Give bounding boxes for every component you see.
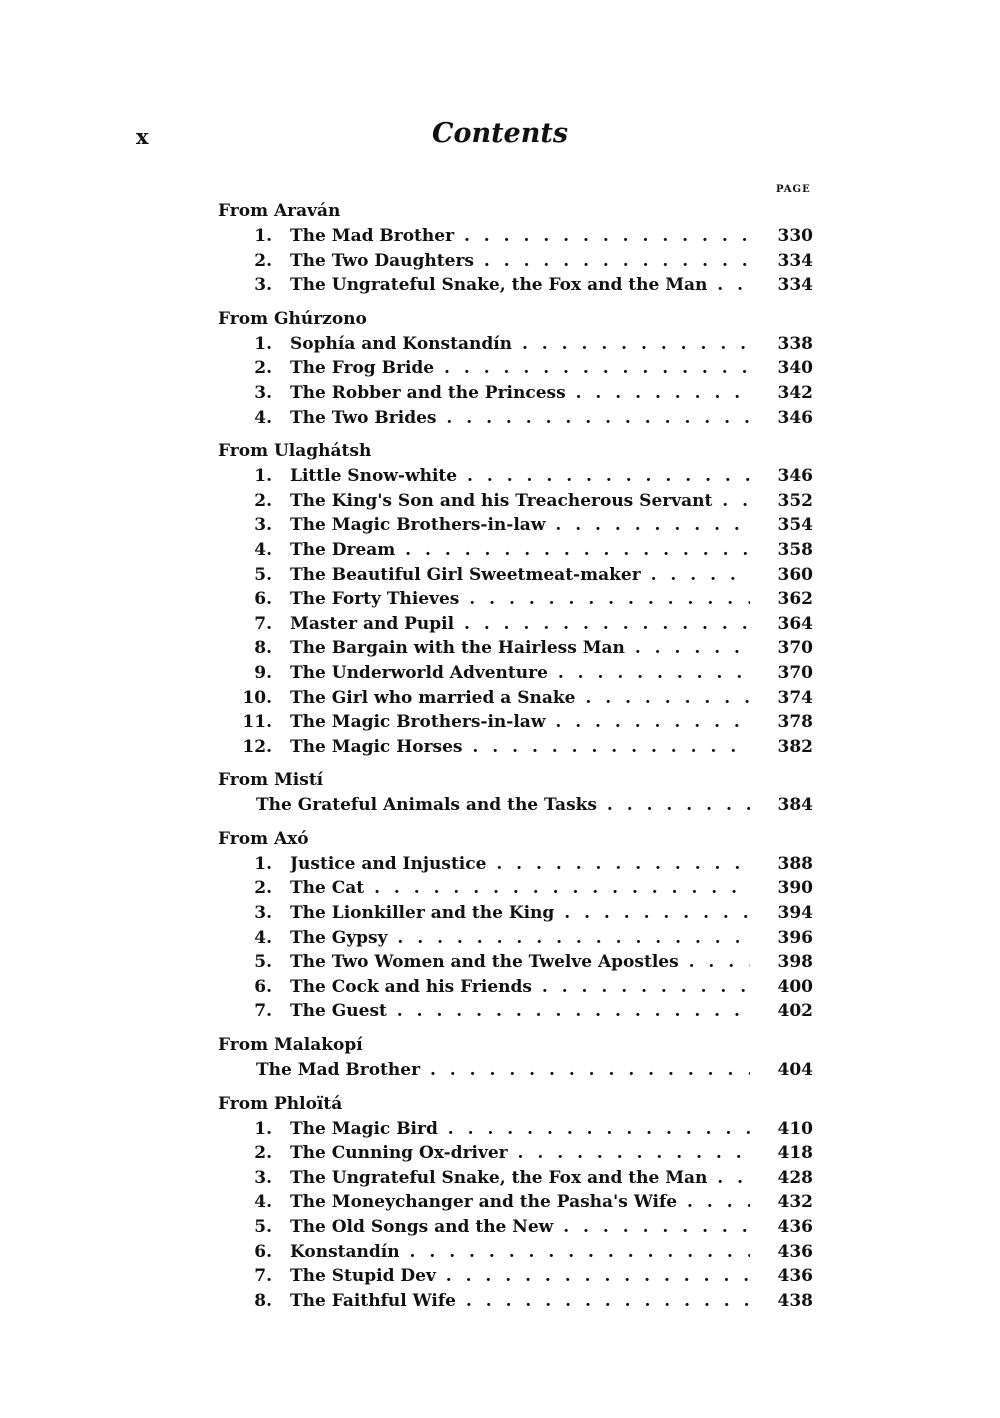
entry-page: 398 bbox=[777, 952, 813, 973]
entry-page: 390 bbox=[777, 878, 813, 899]
toc-entry[interactable] bbox=[218, 852, 818, 877]
section-heading: From Mistí bbox=[218, 770, 324, 791]
toc-entry[interactable] bbox=[218, 489, 818, 514]
entry-page: 382 bbox=[777, 736, 813, 757]
entry-number: 3. bbox=[254, 275, 272, 296]
entry-number: 12. bbox=[242, 736, 272, 757]
toc-section bbox=[218, 306, 818, 430]
entry-number: 6. bbox=[254, 976, 272, 997]
toc-section bbox=[218, 198, 818, 298]
toc-entry[interactable] bbox=[218, 926, 818, 951]
entry-title: The Two Women and the Twelve Apostles . . bbox=[290, 950, 750, 975]
page-column-label: PAGE bbox=[776, 184, 811, 195]
entry-page: 362 bbox=[777, 589, 813, 610]
toc-entry[interactable] bbox=[218, 901, 818, 926]
toc-entry[interactable] bbox=[218, 1117, 818, 1142]
entry-number: 4. bbox=[254, 539, 272, 560]
entry-number: 11. bbox=[242, 712, 272, 733]
entry-number: 5. bbox=[254, 564, 272, 585]
section-heading: From Axó bbox=[218, 828, 309, 849]
entry-title: The Cat . . bbox=[290, 876, 750, 901]
entry-title: The Beautiful Girl Sweetmeat-maker . . bbox=[290, 563, 750, 588]
entry-page: 334 bbox=[777, 250, 813, 271]
entry-number: 1. bbox=[254, 226, 272, 246]
section-heading: From Ulaghátsh bbox=[218, 441, 372, 462]
entry-page: 428 bbox=[777, 1167, 813, 1188]
entry-number: 1. bbox=[254, 853, 272, 874]
toc-entry[interactable] bbox=[218, 273, 818, 298]
entry-page: 436 bbox=[777, 1217, 813, 1237]
entry-title: The Guest . . bbox=[290, 999, 750, 1024]
entry-title: The Bargain with the Hairless Man . . bbox=[290, 636, 750, 661]
entry-page: 340 bbox=[777, 358, 813, 379]
entry-number: 7. bbox=[254, 1001, 272, 1022]
entry-title: The Ungrateful Snake, the Fox and the Man . . bbox=[290, 1166, 750, 1191]
toc-entry[interactable] bbox=[218, 636, 818, 661]
toc-entry[interactable] bbox=[218, 381, 818, 406]
toc-section bbox=[218, 826, 818, 1024]
entry-page: 374 bbox=[777, 687, 813, 708]
entry-number: 2. bbox=[254, 878, 272, 899]
entry-page: 438 bbox=[777, 1290, 813, 1311]
section-heading: From Malakopí bbox=[218, 1035, 363, 1056]
entry-number: 3. bbox=[254, 903, 272, 924]
entry-page: 338 bbox=[777, 333, 813, 354]
entry-title: The Two Daughters . . bbox=[290, 249, 750, 274]
toc-entry[interactable] bbox=[218, 1240, 818, 1265]
entry-page: 384 bbox=[777, 795, 813, 816]
toc-entry[interactable] bbox=[218, 224, 818, 249]
entry-title: The Two Brides . . bbox=[290, 406, 750, 431]
toc-entry[interactable] bbox=[218, 975, 818, 1000]
entry-page: 358 bbox=[777, 539, 813, 560]
entry-number: 7. bbox=[254, 613, 272, 634]
entry-title: The Cock and his Friends . . bbox=[290, 975, 750, 1000]
page-number: x bbox=[136, 124, 149, 149]
entry-page: 330 bbox=[777, 226, 813, 246]
entry-page: 346 bbox=[777, 466, 813, 487]
entry-title: The Cunning Ox-driver . . bbox=[290, 1141, 750, 1166]
entry-title: The Grateful Animals and the Tasks . . bbox=[256, 793, 750, 818]
entry-page: 388 bbox=[777, 853, 813, 874]
toc-entry[interactable] bbox=[218, 1215, 818, 1240]
toc-entry[interactable] bbox=[218, 735, 818, 760]
table-of-contents bbox=[218, 198, 818, 1321]
entry-page: 352 bbox=[777, 490, 813, 511]
entry-number: 1. bbox=[254, 466, 272, 487]
toc-entry[interactable] bbox=[218, 513, 818, 538]
toc-entry[interactable] bbox=[218, 332, 818, 357]
toc-entry[interactable] bbox=[218, 686, 818, 711]
entry-number: 8. bbox=[254, 1290, 272, 1311]
toc-entry[interactable] bbox=[218, 587, 818, 612]
entry-number: 5. bbox=[254, 1217, 272, 1237]
entry-title: The King's Son and his Treacherous Servant . . bbox=[290, 489, 750, 514]
entry-title: Konstandín . . bbox=[290, 1240, 750, 1265]
entry-title: The Frog Bride . . bbox=[290, 356, 750, 381]
entry-number: 3. bbox=[254, 515, 272, 536]
toc-section bbox=[218, 1032, 818, 1083]
entry-number: 9. bbox=[254, 662, 272, 683]
section-heading: From Araván bbox=[218, 201, 341, 221]
entry-number: 4. bbox=[254, 927, 272, 948]
entry-number: 5. bbox=[254, 952, 272, 973]
section-heading: From Phloïtá bbox=[218, 1093, 343, 1114]
entry-title: The Gypsy . . bbox=[290, 926, 750, 951]
entry-page: 346 bbox=[777, 407, 813, 428]
entry-number: 4. bbox=[254, 407, 272, 428]
entry-number: 2. bbox=[254, 490, 272, 511]
entry-page: 418 bbox=[777, 1143, 813, 1164]
entry-title: The Girl who married a Snake . . bbox=[290, 686, 750, 711]
toc-entry[interactable] bbox=[218, 538, 818, 563]
toc-section bbox=[218, 1091, 818, 1314]
entry-page: 342 bbox=[777, 382, 813, 403]
toc-entry[interactable] bbox=[218, 249, 818, 274]
entry-page: 432 bbox=[777, 1192, 813, 1213]
entry-page: 354 bbox=[777, 515, 813, 536]
entry-title: Master and Pupil . . bbox=[290, 612, 750, 637]
entry-page: 394 bbox=[777, 903, 813, 924]
entry-page: 410 bbox=[777, 1118, 813, 1139]
entry-title: The Forty Thieves . . bbox=[290, 587, 750, 612]
entry-title: The Stupid Dev . . bbox=[290, 1264, 750, 1289]
entry-title: The Robber and the Princess . . bbox=[290, 381, 750, 406]
entry-title: The Magic Bird . . bbox=[290, 1117, 750, 1142]
entry-number: 3. bbox=[254, 382, 272, 403]
entry-title: The Magic Brothers-in-law . . bbox=[290, 513, 750, 538]
entry-page: 436 bbox=[777, 1266, 813, 1287]
toc-section bbox=[218, 767, 818, 818]
toc-entry[interactable] bbox=[218, 1058, 818, 1083]
entry-title: The Ungrateful Snake, the Fox and the Man . . bbox=[290, 273, 750, 298]
toc-entry[interactable] bbox=[218, 464, 818, 489]
entry-number: 6. bbox=[254, 1241, 272, 1262]
entry-number: 8. bbox=[254, 638, 272, 659]
section-heading: From Ghúrzono bbox=[218, 308, 367, 329]
entry-number: 2. bbox=[254, 1143, 272, 1164]
toc-entry[interactable] bbox=[218, 793, 818, 818]
page-title: Contents bbox=[431, 118, 569, 149]
entry-number: 4. bbox=[254, 1192, 272, 1213]
toc-entry[interactable] bbox=[218, 1190, 818, 1215]
entry-title: The Magic Horses . . bbox=[290, 735, 750, 760]
entry-title: The Faithful Wife . . bbox=[290, 1289, 750, 1314]
entry-title: Justice and Injustice . . bbox=[290, 852, 750, 877]
entry-title: The Underworld Adventure . . bbox=[290, 661, 750, 686]
toc-entry[interactable] bbox=[218, 1166, 818, 1191]
entry-title: The Mad Brother . . bbox=[290, 224, 750, 249]
entry-number: 3. bbox=[254, 1167, 272, 1188]
toc-section bbox=[218, 438, 818, 759]
entry-title: The Old Songs and the New . . bbox=[290, 1215, 750, 1240]
entry-page: 370 bbox=[777, 662, 813, 683]
entry-title: The Moneychanger and the Pasha's Wife . . bbox=[290, 1190, 750, 1215]
entry-title: The Lionkiller and the King . . bbox=[290, 901, 750, 926]
entry-number: 10. bbox=[242, 687, 272, 708]
entry-number: 2. bbox=[254, 250, 272, 271]
toc-entry[interactable] bbox=[218, 661, 818, 686]
toc-entry[interactable] bbox=[218, 950, 818, 975]
entry-number: 1. bbox=[254, 1118, 272, 1139]
entry-title: Little Snow-white . . bbox=[290, 464, 750, 489]
entry-title: Sophía and Konstandín . . bbox=[290, 332, 750, 357]
entry-number: 2. bbox=[254, 358, 272, 379]
toc-entry[interactable] bbox=[218, 710, 818, 735]
entry-number: 6. bbox=[254, 589, 272, 610]
toc-entry[interactable] bbox=[218, 356, 818, 381]
entry-title: The Mad Brother . . bbox=[256, 1058, 750, 1083]
entry-page: 334 bbox=[777, 275, 813, 296]
toc-entry[interactable] bbox=[218, 563, 818, 588]
entry-page: 360 bbox=[777, 564, 813, 585]
entry-number: 1. bbox=[254, 333, 272, 354]
entry-title: The Magic Brothers-in-law . . bbox=[290, 710, 750, 735]
toc-entry[interactable] bbox=[218, 999, 818, 1024]
entry-page: 396 bbox=[777, 927, 813, 948]
entry-number: 7. bbox=[254, 1266, 272, 1287]
toc-entry[interactable] bbox=[218, 612, 818, 637]
toc-entry[interactable] bbox=[218, 876, 818, 901]
entry-page: 370 bbox=[777, 638, 813, 659]
entry-page: 404 bbox=[777, 1060, 813, 1081]
toc-entry[interactable] bbox=[218, 1264, 818, 1289]
entry-page: 400 bbox=[777, 976, 813, 997]
entry-page: 378 bbox=[777, 712, 813, 733]
entry-page: 436 bbox=[777, 1241, 813, 1262]
entry-page: 364 bbox=[777, 613, 813, 634]
toc-entry[interactable] bbox=[218, 406, 818, 431]
entry-title: The Dream . . bbox=[290, 538, 750, 563]
toc-entry[interactable] bbox=[218, 1141, 818, 1166]
toc-entry[interactable] bbox=[218, 1289, 818, 1314]
entry-page: 402 bbox=[777, 1001, 813, 1022]
